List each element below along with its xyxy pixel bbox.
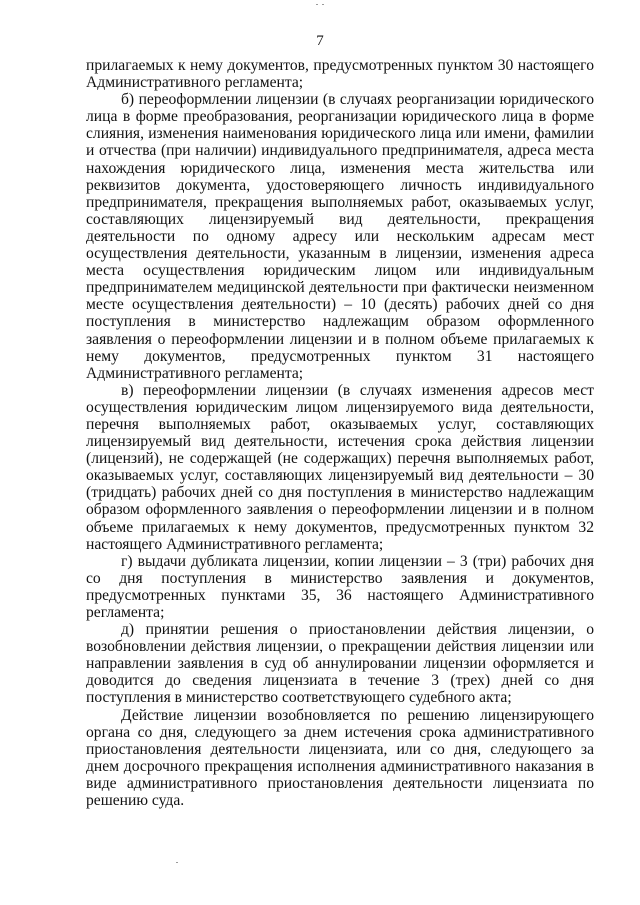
paragraph: б) переоформлении лицензии (в случаях реорганизации юридического лица в форме преобразования, реорганизации юридического лица в форме слияния, изменения наименования юридического лица или имени, фамилии и отчества (при наличии) индивидуального предпринимателя, адреса места нахождения юридического лица, изменения места жительства или реквизитов документа, удостоверяющего личность индивидуального предпринимателя, прекращения выполняемых работ, оказываемых услуг, составляющих лицензируемый вид деятельности, прекращения деятельности по одному адресу или нескольким адресам мест осуществления деятельности, указанным в лицензии, изменения адреса места осуществления юридическим лицом или индивидуальным предпринимателем медицинской деятельности при фактически неизменном месте осуществления деятельности) – 10 (десять) рабочих дней со дня поступления в министерство надлежащим образом оформленного заявления о переоформлении лицензии и в полном объеме прилагаемых к нему документов, предусмотренных пунктом 31 настоящего Административного регламента; bbox=[86, 91, 594, 382]
scan-speck bbox=[322, 4, 324, 5]
scan-speck bbox=[316, 4, 318, 5]
page-number: 7 bbox=[316, 33, 324, 49]
scan-speck bbox=[176, 862, 178, 863]
paragraph: Действие лицензии возобновляется по решению лицензирующего органа со дня, следующего за днем истечения срока административного приостановления деятельности лицензиата, или со дня, следующего за днем досрочного прекращения исполнения административного наказания в виде административного приостановления деятельности лицензиата по решению суда. bbox=[86, 706, 594, 810]
paragraph: в) переоформлении лицензии (в случаях изменения адресов мест осуществления юридическим лицом лицензируемого вида деятельности, перечня выполняемых работ, оказываемых услуг, составляющих лицензируемый вид деятельности, истечения срока действия лицензии (лицензий), не содержащей (не содержащих) перечня выполняемых работ, оказываемых услуг, составляющих лицензируемый вид деятельности – 30 (тридцать) рабочих дней со дня поступления в министерство надлежащим образом оформленного заявления о переоформлении лицензии и в полном объеме прилагаемых к нему документов, предусмотренных пунктом 32 настоящего Административного регламента; bbox=[86, 381, 594, 553]
document-body bbox=[86, 57, 594, 809]
paragraph: д) принятии решения о приостановлении действия лицензии, о возобновлении действия лицензии, о прекращении действия лицензии или направлении заявления в суд об аннулировании лицензии оформляется и доводится до сведения лицензиата в течение 3 (трех) дней со дня поступления в министерство соответствующего судебного акта; bbox=[86, 621, 594, 707]
paragraph: г) выдачи дубликата лицензии, копии лицензии – 3 (три) рабочих дня со дня поступления в министерство заявления и документов, предусмотренных пунктами 35, 36 настоящего Административного регламента; bbox=[86, 552, 594, 621]
paragraph: прилагаемых к нему документов, предусмотренных пунктом 30 настоящего Административного регламента; bbox=[86, 57, 594, 92]
